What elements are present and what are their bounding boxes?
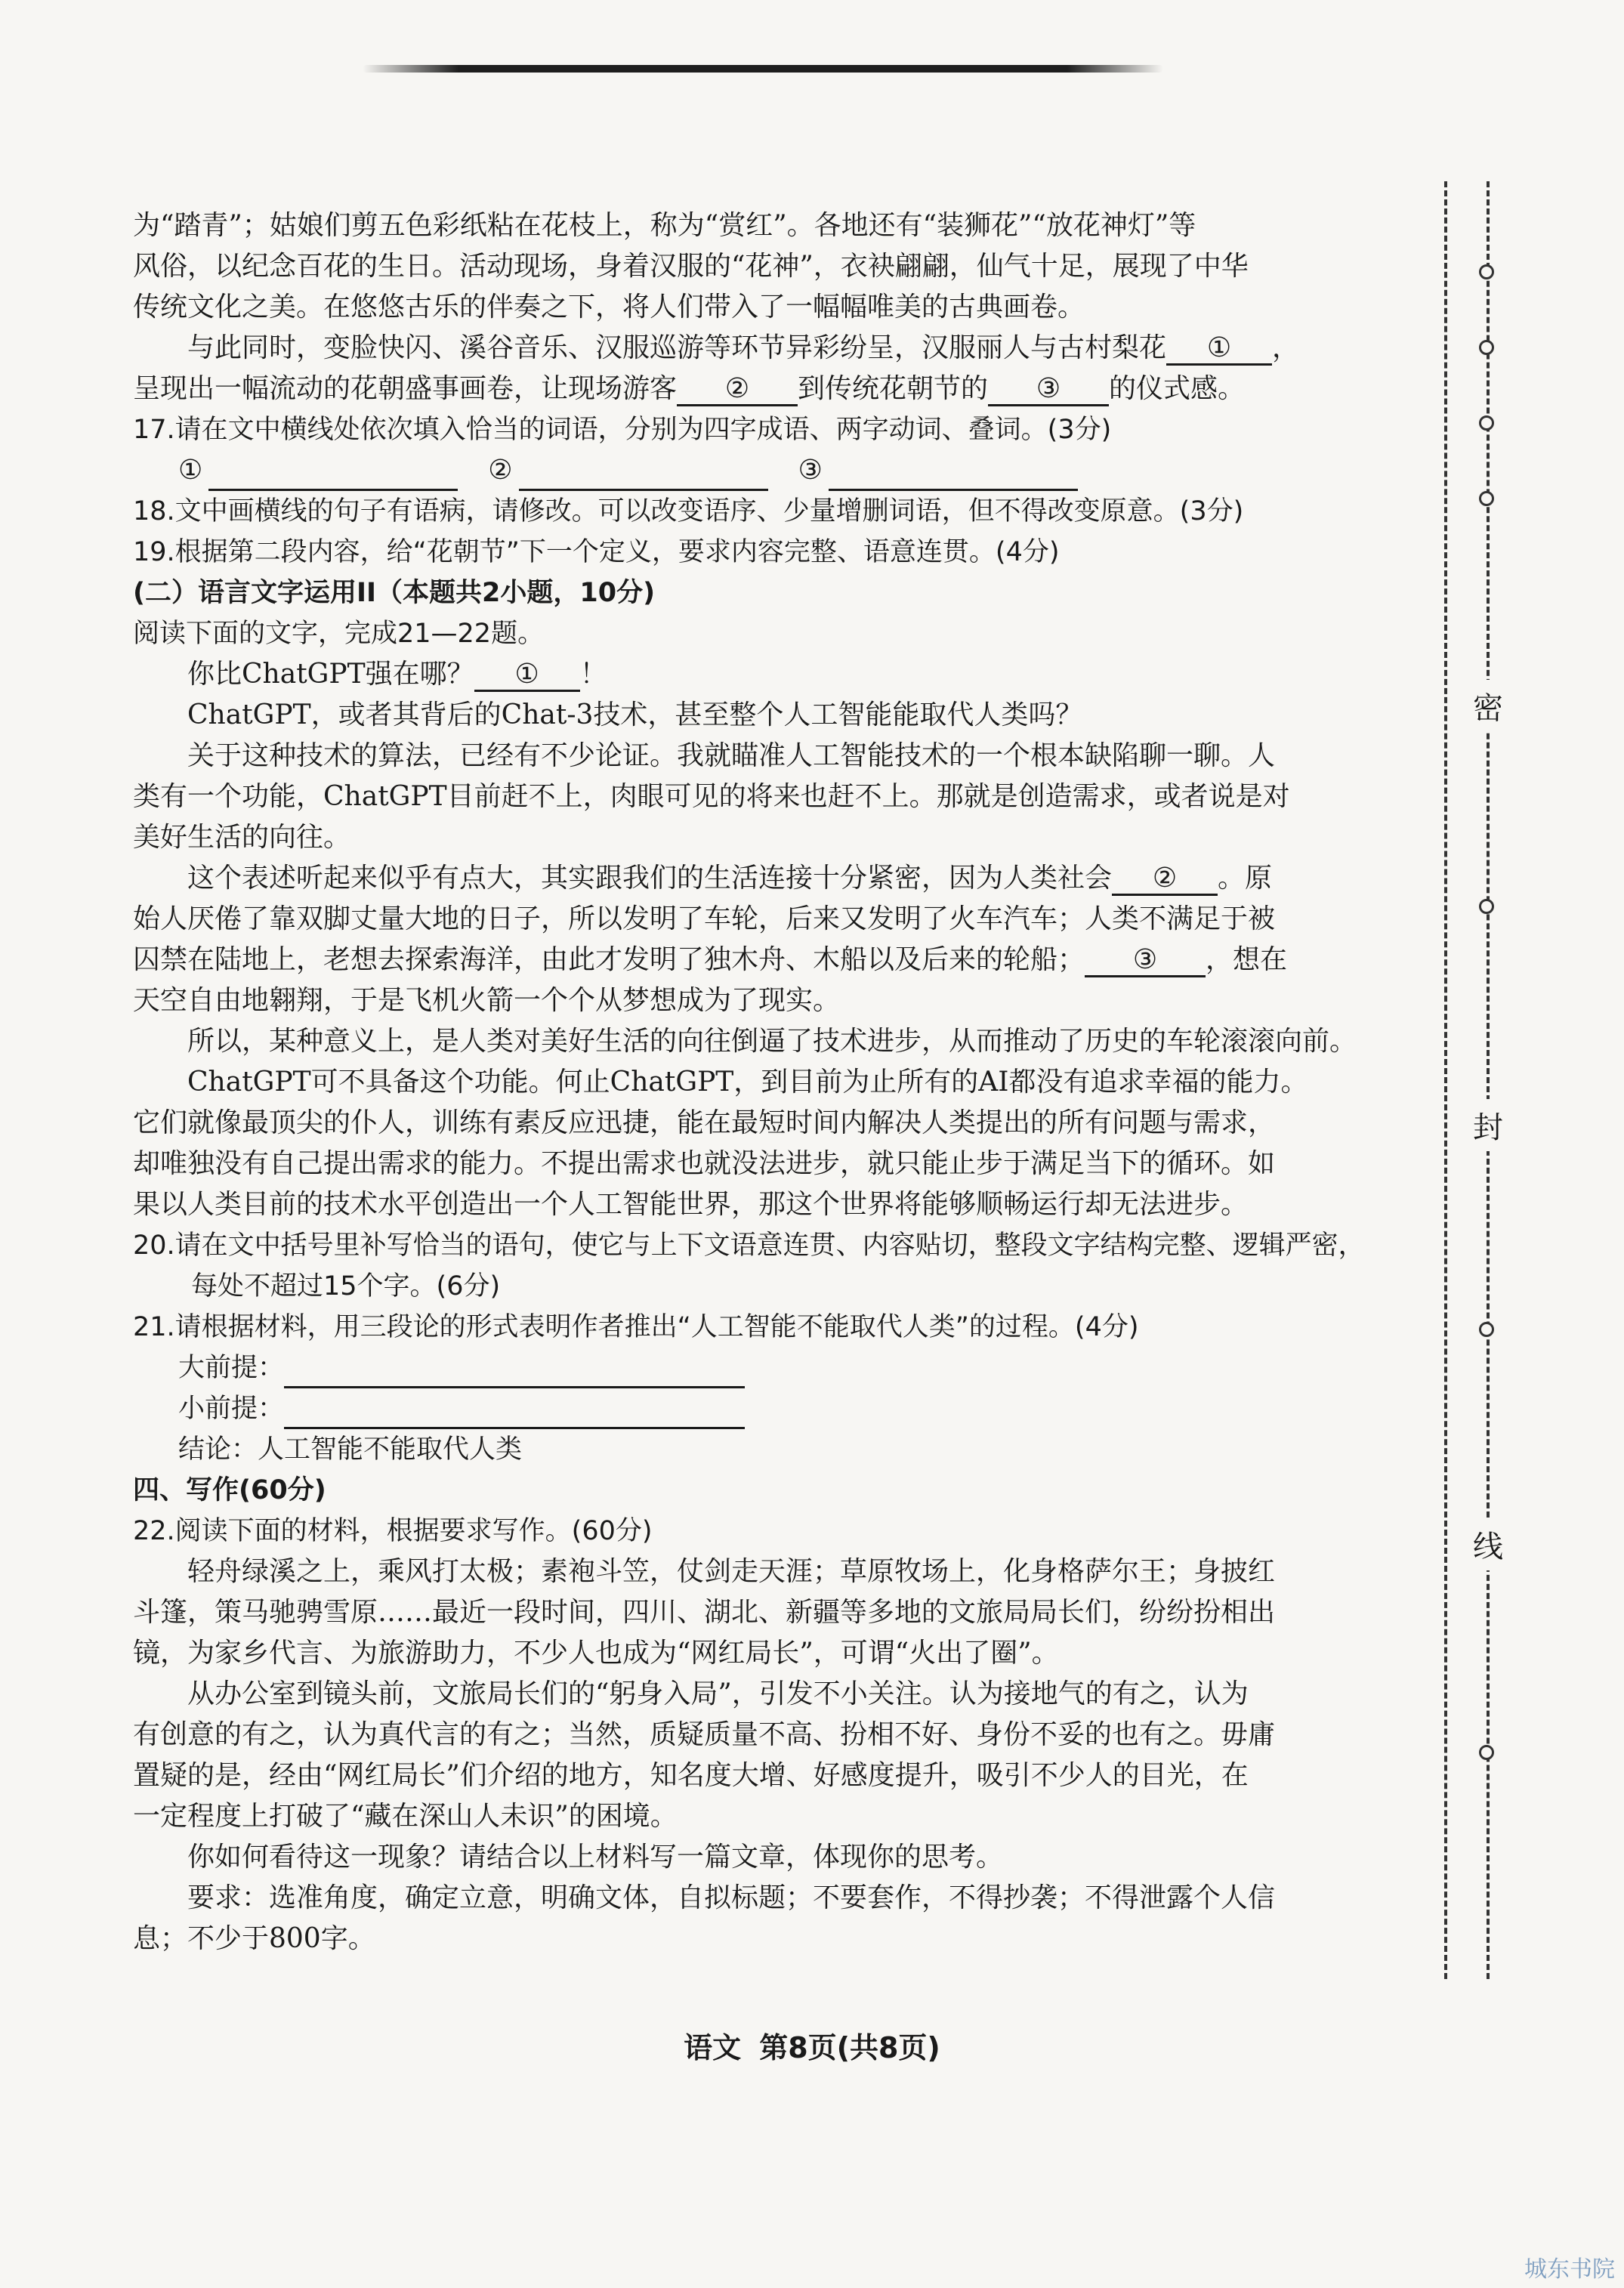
fill-blank-3[interactable]: ③: [988, 374, 1109, 406]
passage-line: 风俗，以纪念百花的生日。活动现场，身着汉服的“花神”，衣袂翩翩，仙气十足，展现了中华: [133, 251, 1249, 282]
q17-answer-1: [178, 450, 458, 491]
fill-blank-2[interactable]: ②: [677, 374, 798, 406]
top-scan-bar: [363, 65, 1163, 73]
binding-label-xian: 线: [1473, 1518, 1503, 1570]
passage-line: [133, 940, 1387, 980]
reading-paragraph-6: [133, 1062, 1387, 1225]
footer-page-number: 第8页(共8页): [759, 2031, 940, 2064]
passage-text: ！: [579, 659, 607, 690]
answer-mark: ②: [488, 455, 513, 486]
footer-subject: 语文: [684, 2031, 742, 2064]
exam-page-content: [133, 205, 1387, 1959]
writing-requirements: [133, 1878, 1387, 1959]
q17-answer-row: [133, 450, 1387, 491]
section-4-title: 四、写作(60分): [133, 1475, 326, 1505]
passage-text: 的仪式感。: [1109, 373, 1246, 404]
passage-text: 这个表述听起来似乎有点大，其实跟我们的生活连接十分紧密，因为人类社会: [187, 863, 1113, 894]
binding-hole-icon: [1479, 1745, 1494, 1760]
passage-line: 置疑的是，经由“网红局长”们介绍的地方，知名度大增、好感度提升，吸引不少人的目光，在: [133, 1760, 1249, 1791]
passage-line: 传统文化之美。在悠悠古乐的伴奏之下，将人们带入了一幅幅唯美的古典画卷。: [133, 292, 1085, 323]
binding-label-feng: 封: [1473, 1099, 1503, 1151]
writing-material-1: [133, 1552, 1387, 1674]
passage-line: 却唯独没有自己提出需求的能力。不提出需求也就没法进步，就只能止步于满足当下的循环。如: [133, 1148, 1276, 1179]
passage-line: 轻舟绿溪之上，乘风打太极；素袍斗笠，仗剑走天涯；草原牧场上，化身格萨尔王；身披红: [187, 1556, 1276, 1587]
fill-blank-chat-1[interactable]: ①: [474, 659, 580, 692]
minor-premise-label: 小前提：: [178, 1394, 285, 1424]
passage-line: 为“踏青”；姑娘们剪五色彩纸粘在花枝上，称为“赏红”。各地还有“装狮花”“放花神灯”等: [133, 210, 1196, 241]
passage-text: ，想在: [1206, 944, 1288, 975]
watermark-text: 城东书院: [1524, 2256, 1615, 2283]
passage-line: 美好生活的向往。: [133, 822, 351, 853]
passage-line: 从办公室到镜头前，文旅局长们的“躬身入局”，引发不小关注。认为接地气的有之，认为: [187, 1678, 1249, 1709]
passage-paragraph-2: 与此同时，变脸快闪、溪谷音乐、汉服巡游等环节异彩纷呈，汉服丽人与古村梨花 ① ， 呈现出一幅流动的花朝盛事画卷，让现场游客 ② 到传统花朝节的 ③ 的仪式感。: [133, 328, 1387, 409]
passage-paragraph-1: [133, 205, 1387, 328]
passage-text: 到传统花朝节的: [798, 373, 989, 404]
question-22: 22.阅读下面的材料，根据要求写作。(60分): [133, 1516, 653, 1546]
passage-line: 天空自由地翱翔，于是飞机火箭一个个从梦想成为了现实。: [133, 985, 841, 1016]
passage-line: 镜，为家乡代言、为旅游助力，不少人也成为“网红局长”，可谓“火出了圈”。: [133, 1638, 1059, 1669]
binding-hole-icon: [1479, 415, 1494, 431]
binding-dashed-line-outer: [1487, 181, 1490, 1979]
answer-mark: ①: [178, 455, 203, 486]
reading-line-1: [133, 654, 1387, 695]
q17-answer-2: [488, 450, 767, 491]
passage-line: 果以人类目前的技术水平创造出一个人工智能世界，那这个世界将能够顺畅运行却无法进步。: [133, 1189, 1249, 1220]
passage-line: ChatGPT可不具备这个功能。何止ChatGPT，到目前为止所有的AI都没有追求幸福的能力。: [187, 1067, 1308, 1098]
question-21: 21.请根据材料，用三段论的形式表明作者推出“人工智能不能取代人类”的过程。(4分): [133, 1312, 1139, 1342]
reading-paragraph-4: [133, 858, 1387, 899]
reading-paragraph-5: 所以，某种意义上，是人类对美好生活的向往倒逼了技术进步，从而推动了历史的车轮滚滚向前。: [187, 1026, 1357, 1057]
q17-answer-3: [798, 450, 1078, 491]
section-2-title: (二）语言文字运用II（本题共2小题，10分): [133, 578, 656, 608]
reading-paragraph-3: [133, 736, 1387, 858]
page-footer: [0, 2024, 1624, 2066]
section-2-instruction: 阅读下面的文字，完成21—22题。: [133, 619, 545, 649]
binding-hole-icon: [1479, 899, 1494, 914]
passage-text: 呈现出一幅流动的花朝盛事画卷，让现场游客: [133, 373, 678, 404]
passage-text: 。原: [1218, 863, 1273, 894]
conclusion: 结论：人工智能不能取代人类: [178, 1434, 523, 1465]
passage-text: 囚禁在陆地上，老想去探索海洋，由此才发明了独木舟、木船以及后来的轮船；: [133, 944, 1085, 975]
passage-line: 有创意的有之，认为真代言的有之；当然，质疑质量不高、扮相不好、身份不妥的也有之。毋庸: [133, 1719, 1276, 1750]
passage-line: 斗篷，策马驰骋雪原……最近一段时间，四川、湖北、新疆等多地的文旅局局长们，纷纷扮相出: [133, 1597, 1276, 1628]
major-premise: [133, 1348, 1387, 1388]
binding-hole-icon: [1479, 340, 1494, 355]
major-premise-label: 大前提：: [178, 1353, 285, 1383]
fill-blank-chat-2[interactable]: ②: [1112, 863, 1218, 896]
passage-line: 它们就像最顶尖的仆人，训练有素反应迅捷，能在最短时间内解决人类提出的所有问题与需求，: [133, 1107, 1276, 1138]
binding-label-mi: 密: [1473, 680, 1503, 732]
question-20: 20.请在文中括号里补写恰当的语句，使它与上下文语意连贯、内容贴切，整段文字结构完整、逻辑严密，每处不超过15个字。(6分): [133, 1230, 1365, 1301]
writing-material-2: [133, 1674, 1387, 1837]
minor-premise: [133, 1388, 1387, 1429]
passage-text: 与此同时，变脸快闪、溪谷音乐、汉服巡游等环节异彩纷呈，汉服丽人与古村梨花: [187, 332, 1167, 363]
passage-line: 类有一个功能，ChatGPT目前赶不上，肉眼可见的将来也赶不上。那就是创造需求，或者说是对: [133, 781, 1290, 812]
reading-line-2: ChatGPT，或者其背后的Chat-3技术，甚至整个人工智能能取代人类吗？: [187, 699, 1083, 730]
binding-dashed-line-inner: [1444, 181, 1447, 1979]
answer-mark: ③: [798, 455, 823, 486]
binding-hole-icon: [1479, 491, 1494, 506]
question-19: 19.根据第二段内容，给“花朝节”下一个定义，要求内容完整、语意连贯。(4分): [133, 537, 1060, 567]
passage-line: 始人厌倦了靠双脚丈量大地的日子，所以发明了车轮，后来又发明了火车汽车；人类不满足于被: [133, 903, 1276, 934]
fill-blank-chat-3[interactable]: ③: [1085, 945, 1206, 977]
passage-line: 关于这种技术的算法，已经有不少论证。我就瞄准人工智能技术的一个根本缺陷聊一聊。人: [187, 740, 1276, 771]
question-18: 18.文中画横线的句子有语病，请修改。可以改变语序、少量增删词语，但不得改变原意。(3分): [133, 496, 1244, 526]
fill-blank-1[interactable]: ①: [1166, 333, 1272, 366]
binding-hole-icon: [1479, 264, 1494, 279]
passage-line: 一定程度上打破了“藏在深山人未识”的困境。: [133, 1801, 678, 1832]
major-premise-line[interactable]: [284, 1386, 745, 1388]
question-17: 17.请在文中横线处依次填入恰当的词语，分别为四字成语、两字动词、叠词。(3分): [133, 415, 1112, 445]
writing-prompt: 你如何看待这一现象？请结合以上材料写一篇文章，体现你的思考。: [187, 1842, 1004, 1873]
passage-text: 你比ChatGPT强在哪？: [187, 659, 474, 690]
binding-hole-icon: [1479, 1322, 1494, 1337]
passage-line: 息；不少于800字。: [133, 1923, 375, 1954]
passage-line: 要求：选准角度，确定立意，明确文体，自拟标题；不要套作，不得抄袭；不得泄露个人信: [187, 1882, 1276, 1913]
